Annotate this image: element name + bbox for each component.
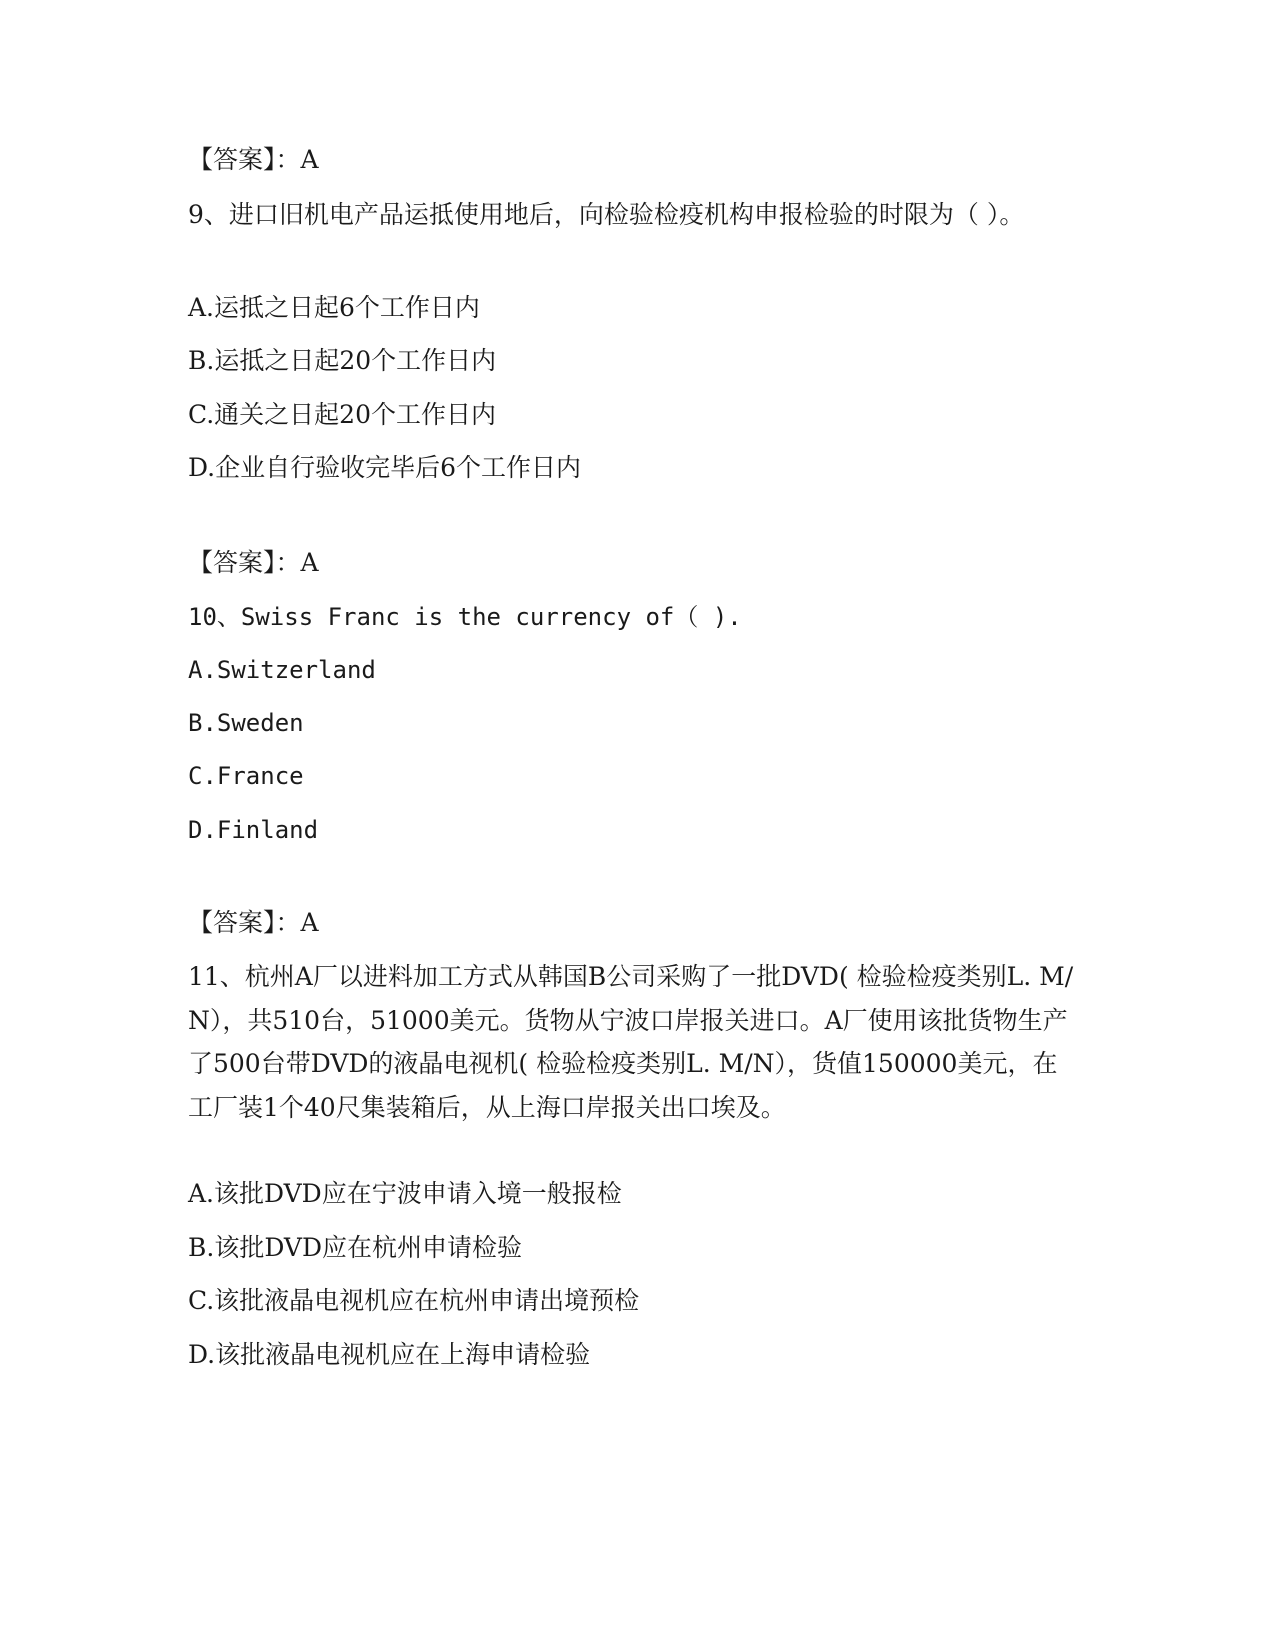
question-10-option-a: A.Switzerland: [188, 656, 376, 684]
question-9-option-c: C.通关之日起20个工作日内: [188, 400, 496, 429]
question-11-option-d: D.该批液晶电视机应在上海申请检验: [188, 1340, 591, 1369]
question-10-option-c: C.France: [188, 762, 304, 790]
question-11-option-c: C.该批液晶电视机应在杭州申请出境预检: [188, 1286, 640, 1315]
question-11-text: 11、杭州A厂以进料加工方式从韩国B公司采购了一批DVD( 检验检疫类别L. M/N），共510台，51000美元。货物从宁波口岸报关进口。A厂使用该批货物生产了500台带DVD的液晶电视机( 检验检疫类别L. M/N），货值150000美元，在工厂装1个40尺集装箱后，从上海口岸报关出口埃及。: [188, 962, 1074, 1122]
question-9-text: 9、进口旧机电产品运抵使用地后，向检验检疫机构申报检验的时限为（ ）。: [188, 200, 1025, 229]
question-9-option-a: A.运抵之日起6个工作日内: [188, 293, 480, 322]
answer-label: 【答案】：A: [188, 145, 319, 174]
question-10-option-b: B.Sweden: [188, 709, 304, 737]
question-9-option-d: D.企业自行验收完毕后6个工作日内: [188, 453, 582, 482]
question-10-option-d: D.Finland: [188, 816, 319, 844]
question-9-option-b: B.运抵之日起20个工作日内: [188, 346, 497, 375]
answer-label: 【答案】：A: [188, 548, 319, 577]
question-10-text: 10、Swiss Franc is the currency of（ ).: [188, 603, 742, 631]
answer-label: 【答案】：A: [188, 908, 319, 937]
question-11-option-b: B.该批DVD应在杭州申请检验: [188, 1233, 523, 1262]
question-11-option-a: A.该批DVD应在宁波申请入境一般报检: [188, 1179, 622, 1208]
